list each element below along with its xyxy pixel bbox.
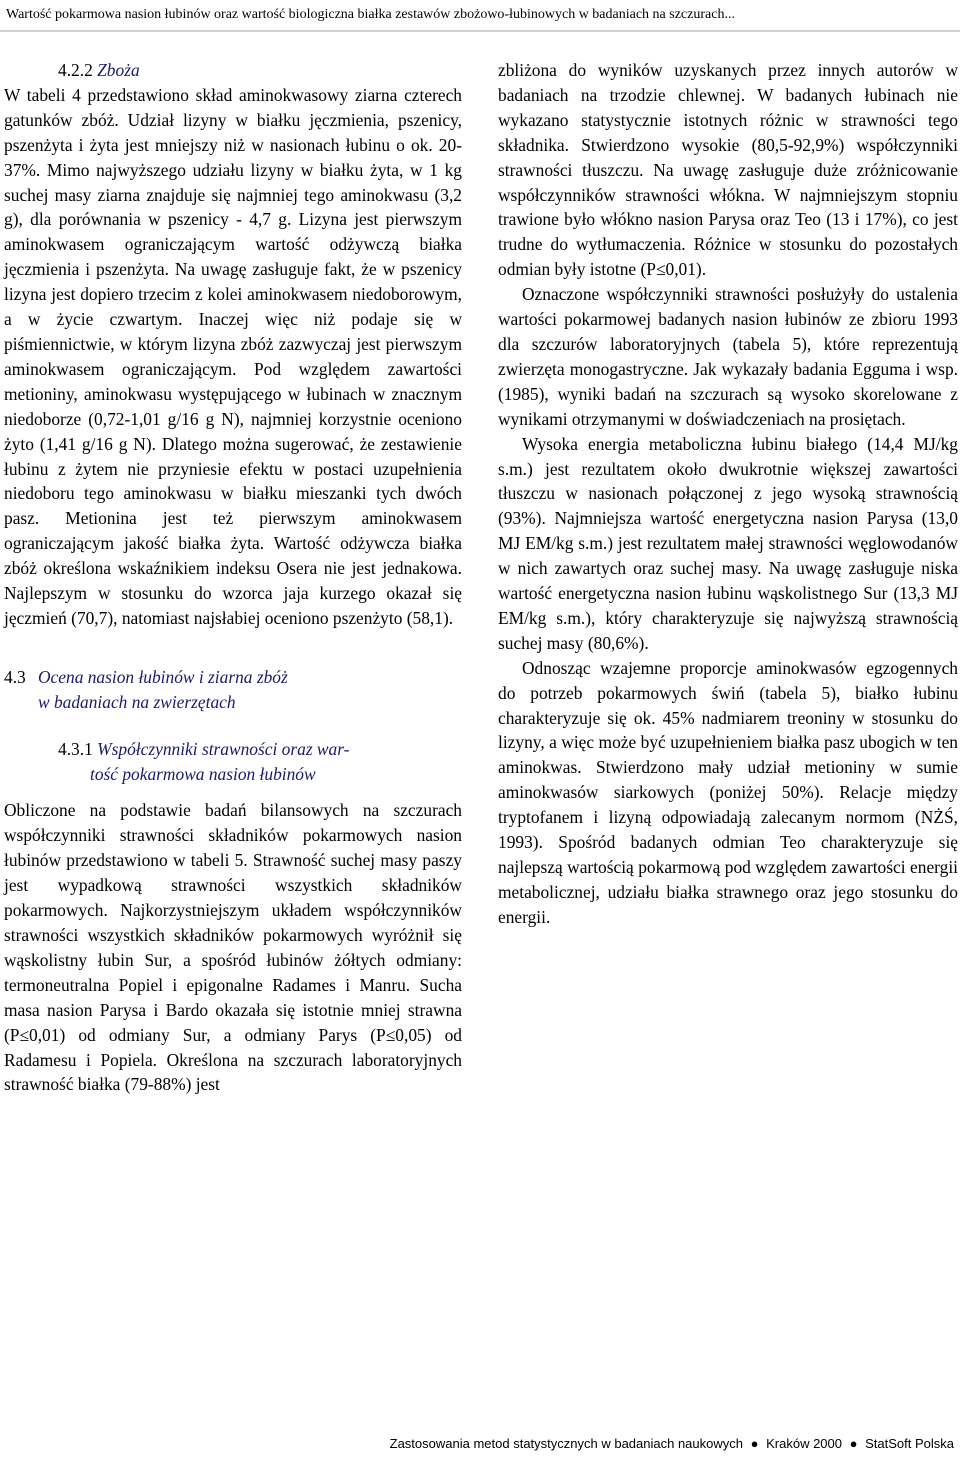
footer-bullet: ●: [750, 1436, 759, 1451]
right-column: [498, 58, 958, 930]
footer-publisher: StatSoft Polska: [865, 1436, 954, 1451]
section-heading-4-2-2: [4, 58, 462, 83]
paragraph-energy: Wysoka energia metaboliczna łubinu białego (14,4 MJ/kg s.m.) jest rezultatem około dwukrotnie większej zawartości tłuszczu w nasionach połączonej z jego wysoką strawnością (93%). Najmniejsza wartość energetyczna nasion Parysa (13,0 MJ EM/kg s.m.) jest rezultatem małej strawności węglowodanów w nich zawartych oraz suchej masy. Na uwagę zasługuje niska wartość energetyczna nasion łubinu wąskolistnego Sur (13,3 MJ EM/kg s.m.), który charakteryzuje się najwyższą strawnością suchej masy (80,6%).: [498, 433, 958, 653]
left-column: [4, 58, 462, 1097]
section-title-line1: Ocena nasion łubinów i ziarna zbóż: [38, 666, 288, 687]
section-title: Zboża: [97, 60, 140, 80]
section-heading-4-3: [4, 665, 462, 715]
section-title-line2: w badaniach na zwierzętach: [38, 691, 236, 712]
section-title-line2: tość pokarmowa nasion łubinów: [90, 763, 316, 784]
footer-publication: Zastosowania metod statystycznych w badaniach naukowych: [389, 1436, 743, 1451]
paragraph-nutritive-value: Oznaczone współczynniki strawności posłużyły do ustalenia wartości pokarmowej badanych nasion łubinów ze zbioru 1993 dla szczurów laboratoryjnych (tabela 5), które reprezentują zwierzęta monogastryczne. Jak wykazały badania Egguma i wsp. (1985), wyniki badań na szczurach są wysoko skorelowane z wynikami otrzymanymi w doświadczeniach na prosiętach.: [498, 284, 958, 429]
section-heading-4-3-1: [4, 737, 462, 787]
section-number: 4.2.2: [58, 60, 93, 80]
section-number: 4.3: [4, 666, 26, 687]
paragraph-amino-acids: Odnosząc wzajemne proporcje aminokwasów egzogennych do potrzeb pokarmowych świń (tabela 5), białko łubinu charakteryzuje się ok. 45% nadmiarem treoniny w stosunku do lizyny, a więc może być uzupełnieniem białka pasz ubogich w ten aminokwas. Stwierdzono mały udział metioniny w sumie aminokwasów siarkowych (poniżej 50%). Relacje między tryptofanem i lizyną odpowiadają zalecanym normom (NŻŚ, 1993). Spośród badanych odmian Teo charakteryzuje się najlepszą wartością pokarmową pod względem zawartości energii metabolicznej, udziału białka strawnego oraz jego stosunku do energii.: [498, 657, 958, 927]
footer-place-year: Kraków 2000: [766, 1436, 842, 1451]
header-divider: [0, 30, 960, 32]
running-header: Wartość pokarmowa nasion łubinów oraz wartość biologiczna białka zestawów zbożowo-łubinowych w badaniach na szczurach...: [0, 0, 960, 30]
page-footer: [390, 1436, 954, 1452]
paragraph-grains: W tabeli 4 przedstawiono skład aminokwasowy ziarna czterech gatunków zbóż. Udział lizyny w białku jęczmienia, pszenicy, pszenżyta i żyta jest mniejszy niż w nasionach łubinu o ok. 20-37%. Mimo najwyższego udziału lizyny w białku żyta, w 1 kg suchej masy ziarna znajduje się najmniej tego aminokwasu (3,2 g), dla porównania w pszenicy - 4,7 g. Lizyna jest pierwszym aminokwasem ograniczającym wartość odżywczą białka jęczmienia i pszenżyta. Na uwagę zasługuje fakt, że w pszenicy lizyna jest dopiero trzecim z kolei aminokwasem niedoborowym, a w życie czwartym. Inaczej więc niż podaje się w piśmiennictwie, w którym lizyna zbóż zazwyczaj jest pierwszym aminokwasem ograniczającym. Pod względem zawartości metioniny, aminokwasu występującego w łubinach w znacznym niedoborze (0,72-1,01 g/16 g N), najmniej korzystnie oceniono żyto (1,41 g/16 g N). Dlatego można sugerować, że zestawienie łubinu z żytem nie przyniesie efektu w postaci uzupełnienia niedoboru tego aminokwasu w białku mieszanki tych dwóch pasz. Metionina jest też pierwszym aminokwasem ograniczającym jakość białka żyta. Wartość odżywcza białka zbóż określona wskaźnikiem indeksu Osera nie jest jednakowa. Najlepszym w stosunku do wzorca jaja kurzego okazał się jęczmień (70,7), natomiast najsłabiej oceniono pszenżyto (58,1).: [4, 84, 462, 628]
section-number: 4.3.1: [58, 738, 93, 759]
section-title-line1: Współczynniki strawności oraz war-: [97, 738, 350, 759]
paragraph-continued: zbliżona do wyników uzyskanych przez innych autorów w badaniach na trzodzie chlewnej. W badanych łubinach nie wykazano statystycznie istotnych różnic w strawności tego składnika. Stwierdzono wysokie (80,5-92,9%) współczynniki strawności tłuszczu. Na uwagę zasługuje duże zróżnicowanie współczynników strawności włókna. W najmniejszym stopniu trawione było włókno nasion Parysa oraz Teo (13 i 17%), co jest trudne do wytłumaczenia. Różnice w stosunku do pozostałych odmian były istotne (P≤0,01).: [498, 60, 958, 280]
footer-bullet: ●: [849, 1436, 858, 1451]
paragraph-digestibility: Obliczone na podstawie badań bilansowych na szczurach współczynniki strawności składników pokarmowych nasion łubinów przedstawiono w tabeli 5. Strawność suchej masy paszy jest wypadkową strawności wszystkich składników pokarmowych. Najkorzystniejszym układem współczynników strawności wszystkich składników pokarmowych wyróżnił się wąskolistny łubin Sur, a spośród łubinów żółtych odmiany: termoneutralna Popiel i epigonalne Radames i Manru. Sucha masa nasion Parysa i Bardo okazała się istotnie mniej strawna (P≤0,01) od odmiany Sur, a odmiany Parys (P≤0,05) od Radamesu i Popiela. Określona na szczurach laboratoryjnych strawność białka (79-88%) jest: [4, 800, 462, 1095]
